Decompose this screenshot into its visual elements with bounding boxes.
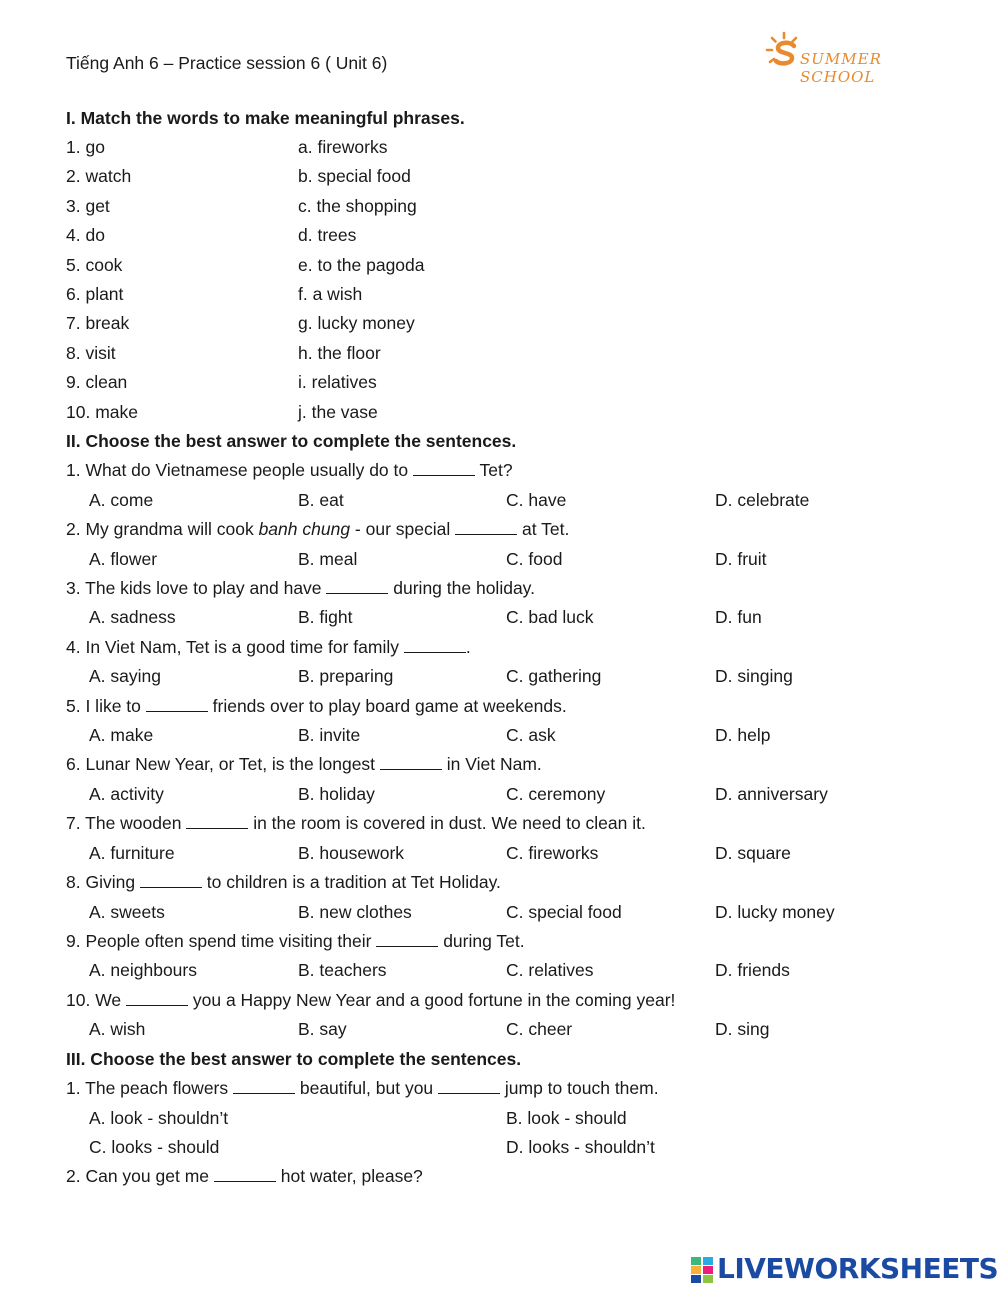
answer-blank xyxy=(126,990,188,1006)
match-right: e. to the pagoda xyxy=(298,255,425,275)
option-b[interactable]: B. say xyxy=(298,1019,347,1039)
option-a[interactable]: A. activity xyxy=(89,784,164,804)
answer-blank xyxy=(214,1166,276,1182)
option-a[interactable]: A. neighbours xyxy=(89,960,197,980)
match-left: 1. go xyxy=(66,137,105,157)
option-c[interactable]: C. food xyxy=(506,549,563,569)
question-stem: 2. Can you get me hot water, please? xyxy=(66,1166,423,1186)
match-left: 8. visit xyxy=(66,343,116,363)
worksheet-title: Tiếng Anh 6 – Practice session 6 ( Unit 6) xyxy=(66,53,388,73)
option-d[interactable]: D. celebrate xyxy=(715,490,810,510)
option-a[interactable]: A. sadness xyxy=(89,607,176,627)
answer-blank xyxy=(146,696,208,712)
answer-blank xyxy=(140,872,202,888)
option-c[interactable]: C. ask xyxy=(506,725,556,745)
question-stem: 8. Giving to children is a tradition at Tet Holiday. xyxy=(66,872,501,892)
question-stem: 9. People often spend time visiting their during Tet. xyxy=(66,931,525,951)
question-stem: 10. We you a Happy New Year and a good fortune in the coming year! xyxy=(66,990,676,1010)
option-a[interactable]: A. come xyxy=(89,490,154,510)
match-right: g. lucky money xyxy=(298,313,415,333)
section-2-heading: II. Choose the best answer to complete the sentences. xyxy=(66,431,517,451)
section-3-heading: III. Choose the best answer to complete the sentences. xyxy=(66,1049,522,1069)
match-left: 6. plant xyxy=(66,284,124,304)
match-left: 9. clean xyxy=(66,372,128,392)
option-d[interactable]: D. lucky money xyxy=(715,902,835,922)
option-c[interactable]: C. gathering xyxy=(506,666,602,686)
match-right: d. trees xyxy=(298,225,357,245)
option-d[interactable]: D. fun xyxy=(715,607,762,627)
summer-school-logo xyxy=(764,30,939,86)
option-d[interactable]: D. anniversary xyxy=(715,784,828,804)
option-b[interactable]: B. eat xyxy=(298,490,344,510)
match-right: j. the vase xyxy=(298,402,378,422)
question-stem: 3. The kids love to play and have during the holiday. xyxy=(66,578,535,598)
option-a[interactable]: A. wish xyxy=(89,1019,146,1039)
liveworksheets-blocks-icon xyxy=(691,1257,715,1283)
option-a[interactable]: A. sweets xyxy=(89,902,165,922)
option-d[interactable]: D. friends xyxy=(715,960,790,980)
answer-blank xyxy=(455,519,517,535)
option-d[interactable]: D. singing xyxy=(715,666,793,686)
match-left: 3. get xyxy=(66,196,110,216)
option-a[interactable]: A. saying xyxy=(89,666,161,686)
question-stem: 2. My grandma will cook banh chung - our special at Tet. xyxy=(66,519,570,539)
match-left: 10. make xyxy=(66,402,138,422)
option-b[interactable]: B. teachers xyxy=(298,960,387,980)
option-c[interactable]: C. special food xyxy=(506,902,622,922)
answer-blank xyxy=(404,637,466,653)
option-a[interactable]: A. look - shouldn’t xyxy=(89,1108,229,1128)
option-c[interactable]: C. have xyxy=(506,490,567,510)
match-right: f. a wish xyxy=(298,284,363,304)
option-b[interactable]: B. invite xyxy=(298,725,361,745)
option-c[interactable]: C. bad luck xyxy=(506,607,594,627)
option-a[interactable]: A. flower xyxy=(89,549,158,569)
match-left: 5. cook xyxy=(66,255,123,275)
option-b[interactable]: B. holiday xyxy=(298,784,375,804)
question-stem: 6. Lunar New Year, or Tet, is the longest in Viet Nam. xyxy=(66,754,542,774)
match-right: a. fireworks xyxy=(298,137,388,157)
option-b[interactable]: B. new clothes xyxy=(298,902,412,922)
option-b[interactable]: B. housework xyxy=(298,843,405,863)
question-stem: 1. The peach flowers beautiful, but you jump to touch them. xyxy=(66,1078,659,1098)
match-right: c. the shopping xyxy=(298,196,417,216)
option-c[interactable]: C. fireworks xyxy=(506,843,599,863)
match-right: b. special food xyxy=(298,166,411,186)
option-c[interactable]: C. relatives xyxy=(506,960,594,980)
answer-blank xyxy=(380,754,442,770)
option-d[interactable]: D. square xyxy=(715,843,791,863)
match-left: 7. break xyxy=(66,313,130,333)
logo-text: SUMMER SCHOOL xyxy=(800,50,882,86)
option-a[interactable]: A. furniture xyxy=(89,843,175,863)
option-c[interactable]: C. cheer xyxy=(506,1019,573,1039)
section-1-heading: I. Match the words to make meaningful phrases. xyxy=(66,108,465,128)
option-b[interactable]: B. meal xyxy=(298,549,358,569)
answer-blank xyxy=(326,578,388,594)
option-b[interactable]: B. preparing xyxy=(298,666,394,686)
question-stem: 4. In Viet Nam, Tet is a good time for family . xyxy=(66,637,471,657)
match-left: 4. do xyxy=(66,225,105,245)
option-c[interactable]: C. looks - should xyxy=(89,1137,220,1157)
option-c[interactable]: C. ceremony xyxy=(506,784,606,804)
question-stem: 1. What do Vietnamese people usually do to Tet? xyxy=(66,460,513,480)
question-stem: 5. I like to friends over to play board game at weekends. xyxy=(66,696,567,716)
match-right: h. the floor xyxy=(298,343,381,363)
match-left: 2. watch xyxy=(66,166,132,186)
answer-blank xyxy=(438,1078,500,1094)
answer-blank xyxy=(413,460,475,476)
answer-blank xyxy=(376,931,438,947)
option-d[interactable]: D. fruit xyxy=(715,549,767,569)
option-d[interactable]: D. sing xyxy=(715,1019,770,1039)
question-stem: 7. The wooden in the room is covered in dust. We need to clean it. xyxy=(66,813,646,833)
option-a[interactable]: A. make xyxy=(89,725,154,745)
match-right: i. relatives xyxy=(298,372,377,392)
liveworksheets-text: LIVEWORKSHEETS xyxy=(717,1252,999,1285)
option-d[interactable]: D. help xyxy=(715,725,771,745)
option-b[interactable]: B. look - should xyxy=(506,1108,627,1128)
answer-blank xyxy=(186,813,248,829)
option-b[interactable]: B. fight xyxy=(298,607,353,627)
answer-blank xyxy=(233,1078,295,1094)
option-d[interactable]: D. looks - shouldn’t xyxy=(506,1137,655,1157)
